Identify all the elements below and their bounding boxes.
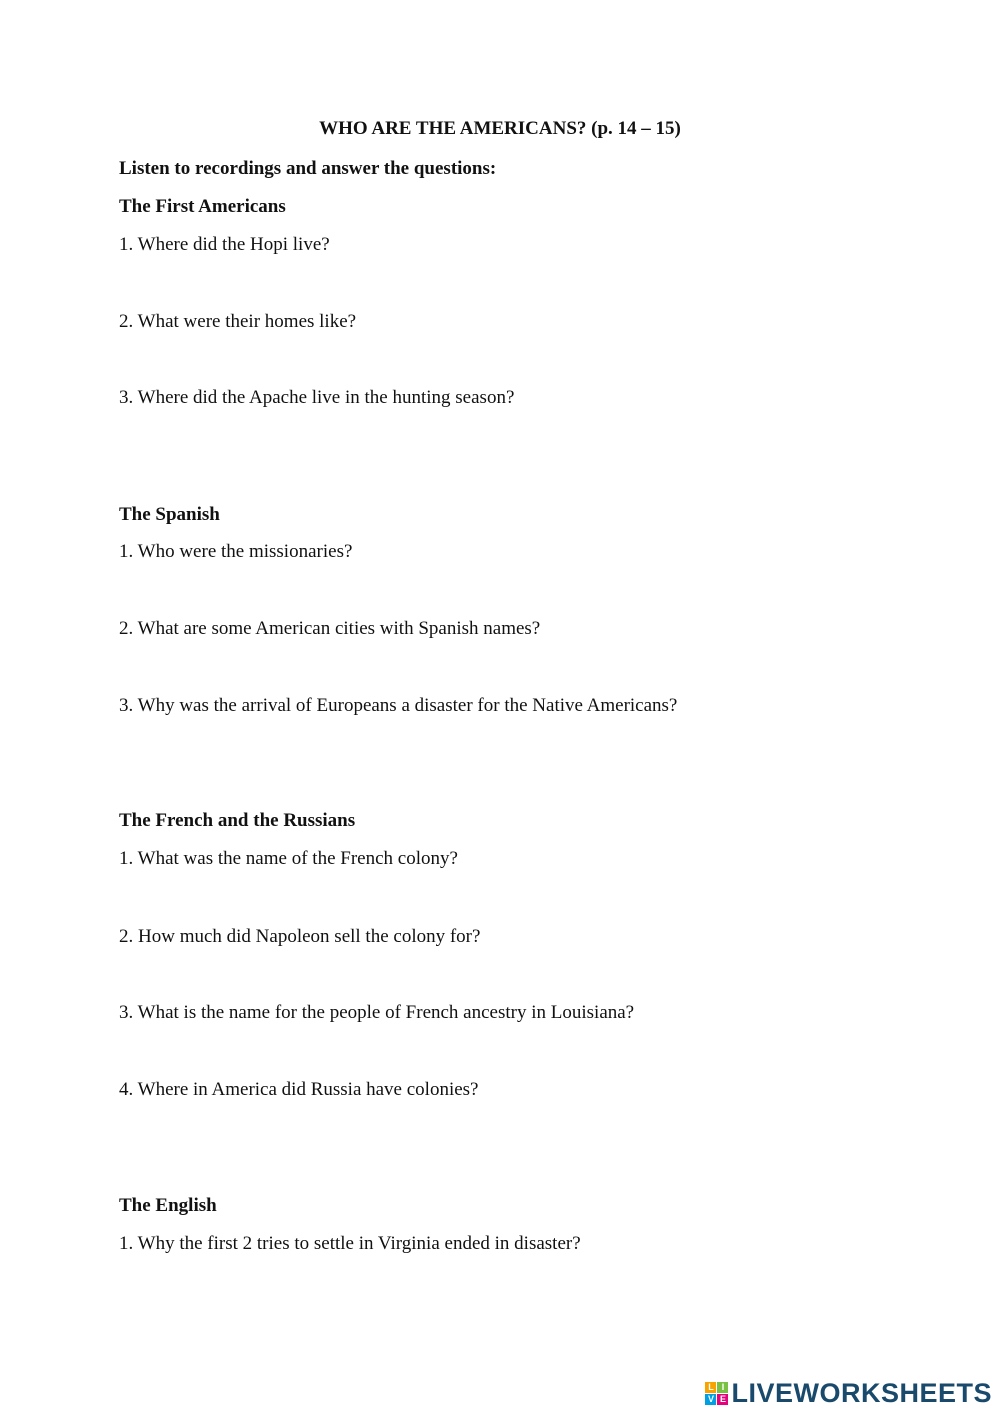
question: 2. How much did Napoleon sell the colony for? <box>119 926 481 947</box>
instructions: Listen to recordings and answer the questions: <box>119 158 497 179</box>
question: 3. Where did the Apache live in the hunting season? <box>119 387 515 408</box>
logo-tile: E <box>717 1394 728 1405</box>
question: 1. What was the name of the French colony? <box>119 848 458 869</box>
liveworksheets-icon <box>705 1382 728 1405</box>
logo-tile: I <box>717 1382 728 1393</box>
page-title: WHO ARE THE AMERICANS? (p. 14 – 15) <box>319 118 681 139</box>
section-heading-first-americans: The First Americans <box>119 196 286 217</box>
question: 1. Who were the missionaries? <box>119 541 353 562</box>
question: 1. Why the first 2 tries to settle in Virginia ended in disaster? <box>119 1233 581 1254</box>
question: 1. Where did the Hopi live? <box>119 234 330 255</box>
question: 4. Where in America did Russia have colonies? <box>119 1079 479 1100</box>
section-heading-french-russians: The French and the Russians <box>119 810 356 831</box>
section-heading-spanish: The Spanish <box>119 504 220 525</box>
question: 3. What is the name for the people of French ancestry in Louisiana? <box>119 1002 635 1023</box>
logo-tile: V <box>705 1394 716 1405</box>
question: 2. What were their homes like? <box>119 311 357 332</box>
liveworksheets-logo <box>705 1377 992 1409</box>
logo-tile: L <box>705 1382 716 1393</box>
section-heading-english: The English <box>119 1195 217 1216</box>
question: 2. What are some American cities with Spanish names? <box>119 618 541 639</box>
question: 3. Why was the arrival of Europeans a disaster for the Native Americans? <box>119 695 678 716</box>
brand-name: LIVEWORKSHEETS <box>731 1377 992 1408</box>
